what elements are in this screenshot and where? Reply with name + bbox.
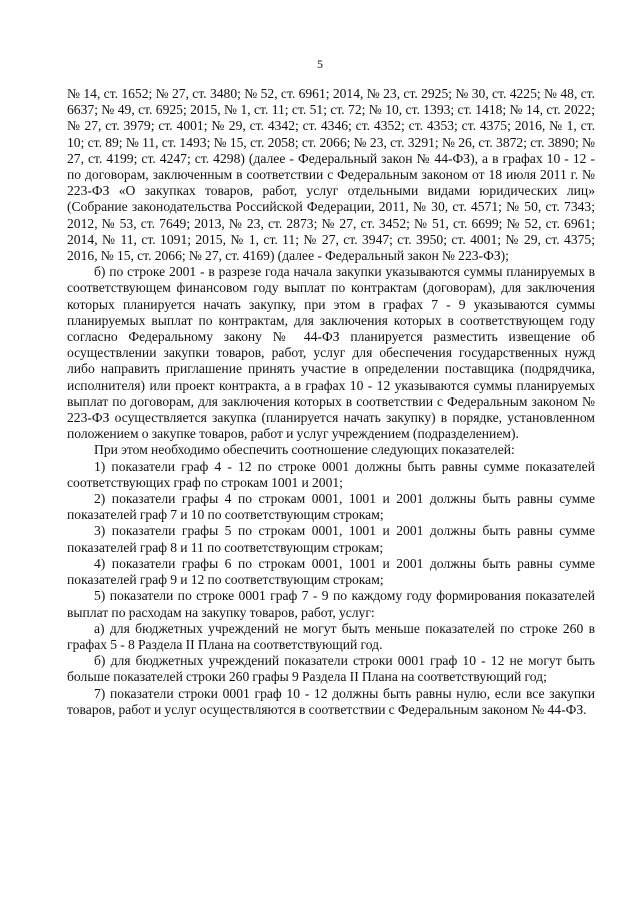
- list-item-1: 1) показатели граф 4 - 12 по строке 0001 должны быть равны сумме показателей соответствующих граф по строкам 1001 и 2001;: [67, 458, 595, 490]
- paragraph-citation-continuation: № 14, ст. 1652; № 27, ст. 3480; № 52, ст. 6961; 2014, № 23, ст. 2925; № 30, ст. 4225; № 48, ст. 6637; № 49, ст. 6925; 2015, № 1, ст. 11; ст. 51; ст. 72; № 10, ст. 1393; ст. 1418; № 14, ст. 2022; № 27, ст. 3979; ст. 4001; № 29, ст. 4342; ст. 4346; ст. 4352; ст. 4353; ст. 4375; 2016, № 1, ст. 10; ст. 89; № 11, ст. 1493; № 15, ст. 2058; ст. 2066; № 23, ст. 3291; № 26, ст. 3872; ст. 3890; № 27, ст. 4199; ст. 4247; ст. 4298) (далее - Федеральный закон № 44-ФЗ), а в графах 10 - 12 - по договорам, заключенным в соответствии с Федеральным законом от 18 июля 2011 г. № 223-ФЗ «О закупках товаров, работ, услуг отдельными видами юридических лиц» (Собрание законодательства Российской Федерации, 2011, № 30, ст. 4571; № 50, ст. 7343; 2012, № 53, ст. 7649; 2013, № 23, ст. 2873; № 27, ст. 3452; № 51, ст. 6699; № 52, ст. 6961; 2014, № 11, ст. 1091; 2015, № 1, ст. 11; № 27, ст. 3947; ст. 3950; ст. 4001; № 29, ст. 4375; 2016, № 15, ст. 2066; № 27, ст. 4169) (далее - Федеральный закон № 223-ФЗ);: [67, 86, 595, 264]
- list-item-4: 4) показатели графы 6 по строкам 0001, 1001 и 2001 должны быть равны сумме показателей граф 9 и 12 по соответствующим строкам;: [67, 555, 595, 588]
- paragraph-b-row-2001: б) по строке 2001 - в разрезе года начала закупки указываются суммы планируемых в соответствующем финансовом году выплат по контрактам (договорам), для заключения которых планируется начать закупку, при этом в графах 7 - 9 указываются суммы планируемых выплат по контрактам, для заключения которых в соответствующем году согласно Федеральному закону № 44-ФЗ планируется разместить извещение об осуществлении закупки товаров, работ, услуг для обеспечения государственных нужд либо направить приглашение принять участие в определении поставщика (подрядчика, исполнителя) или проект контракта, а в графах 10 - 12 указываются суммы планируемых выплат по договорам, для заключения которых в соответствии с Федеральным законом № 223-ФЗ осуществляется закупка (планируется начать закупку) в порядке, установленном положением о закупке товаров, работ и услуг учреждением (подразделением).: [67, 264, 595, 442]
- document-body: [67, 86, 595, 718]
- list-item-5a: а) для бюджетных учреждений не могут быть меньше показателей по строке 260 в графах 5 - 8 Раздела II Плана на соответствующий год.: [67, 620, 595, 652]
- list-item-5b: б) для бюджетных учреждений показатели строки 0001 граф 10 - 12 не могут быть больше показателей строки 260 графы 9 Раздела II Плана на соответствующий год;: [67, 653, 595, 685]
- list-item-3: 3) показатели графы 5 по строкам 0001, 1001 и 2001 должны быть равны сумме показателей граф 8 и 11 по соответствующим строкам;: [67, 523, 595, 555]
- list-item-7: 7) показатели строки 0001 граф 10 - 12 должны быть равны нулю, если все закупки товаров, работ и услуг осуществляются в соответствии с Федеральным законом № 44-ФЗ.: [67, 685, 595, 717]
- paragraph-ratio-intro: При этом необходимо обеспечить соотношение следующих показателей:: [94, 442, 515, 458]
- list-item-5: 5) показатели по строке 0001 граф 7 - 9 по каждому году формирования показателей выплат по расходам на закупку товаров, работ, услуг:: [67, 588, 595, 620]
- list-item-2: 2) показатели графы 4 по строкам 0001, 1001 и 2001 должны быть равны сумме показателей граф 7 и 10 по соответствующим строкам;: [67, 491, 595, 523]
- page-number: 5: [317, 57, 323, 71]
